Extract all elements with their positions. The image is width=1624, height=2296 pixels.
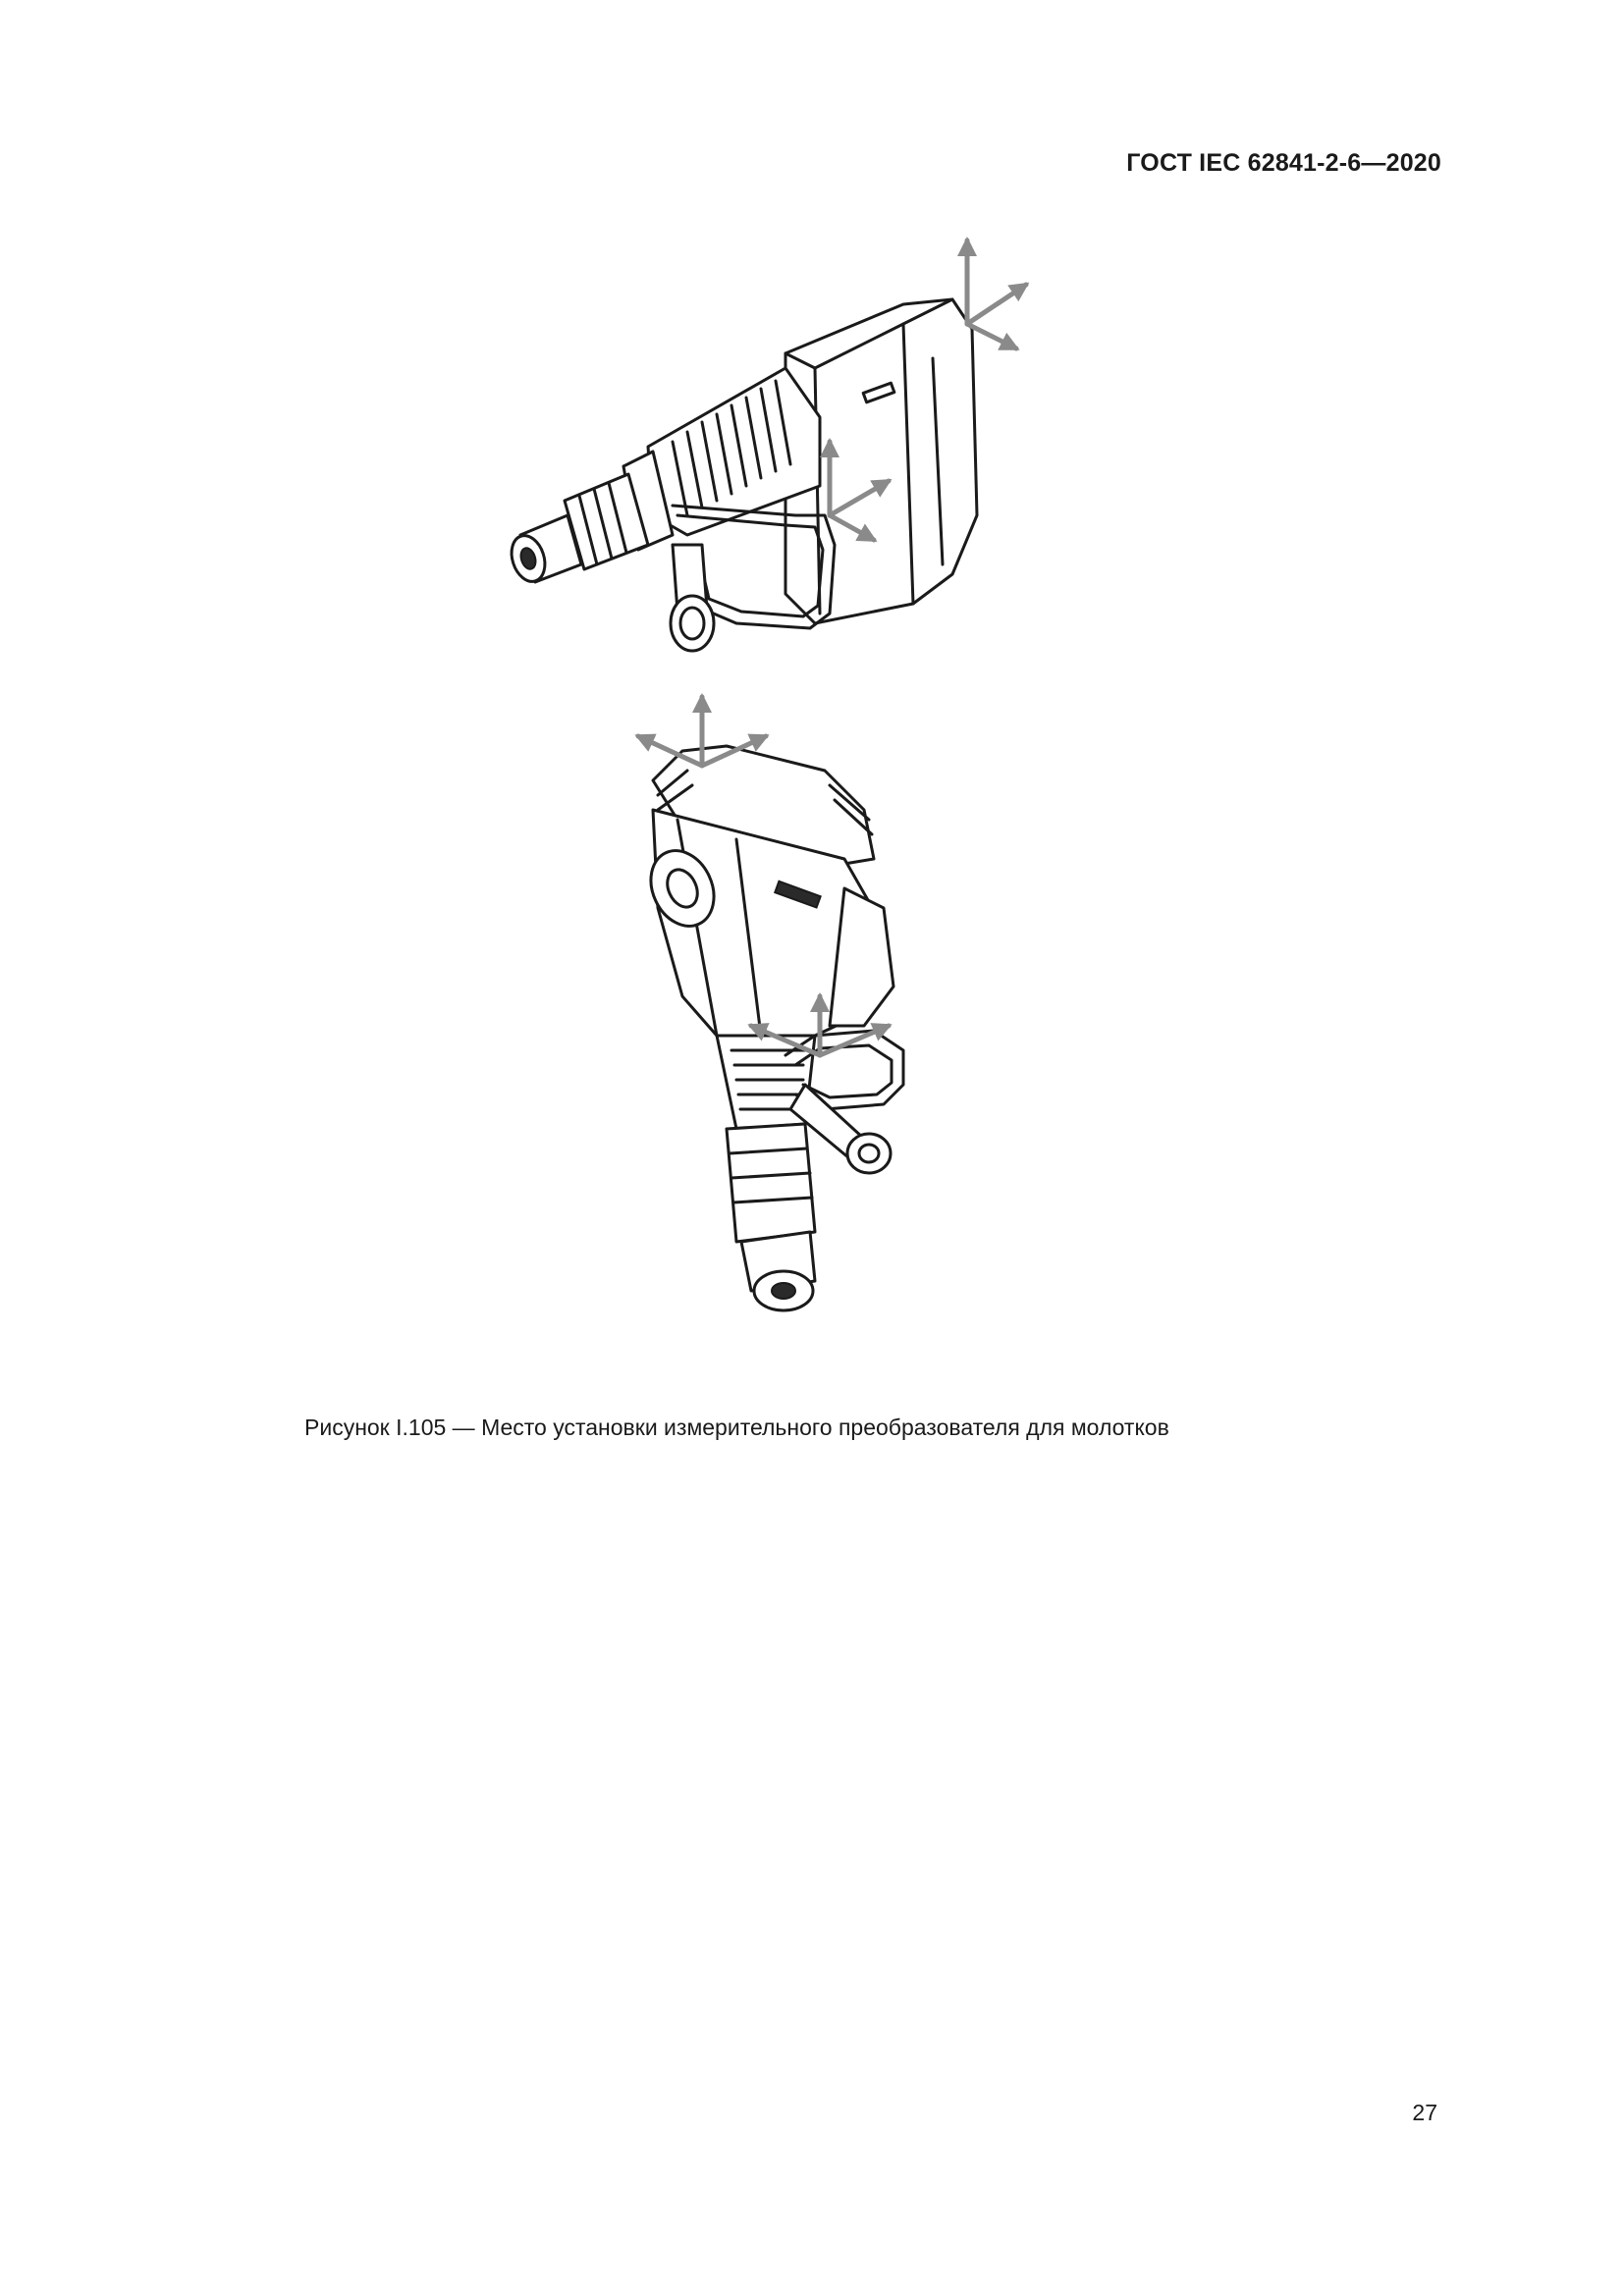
hammer-top-view [638,697,903,1310]
page-number: 27 [1412,2100,1437,2125]
figure-caption: Рисунок I.105 — Место установки измерительного преобразователя для молотков [304,1415,1169,1440]
hammer-side-view [506,240,1026,651]
figure-drawing [491,221,1080,1389]
page-header-standard-id: ГОСТ IEC 62841-2-6—2020 [1126,149,1441,177]
transducer-arrows-rear [967,240,1026,348]
figure-hammer-transducer-positions [491,221,1080,1389]
